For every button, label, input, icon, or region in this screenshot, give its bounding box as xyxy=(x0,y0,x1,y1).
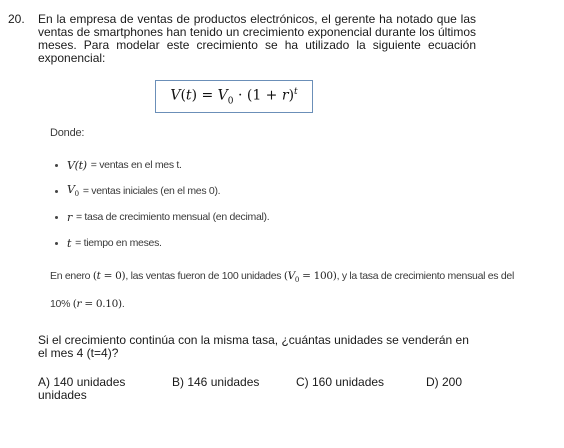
option-b[interactable]: B) 146 unidades xyxy=(172,375,260,389)
definition-item xyxy=(55,230,269,256)
context-text: , las ventas fueron de 100 unidades xyxy=(125,270,282,282)
context-text: 10% xyxy=(50,298,71,311)
definition-item xyxy=(55,178,269,204)
context-text: En enero xyxy=(50,270,91,282)
definitions-list xyxy=(55,152,269,256)
question-intro: En la empresa de ventas de productos electrónicos, el gerente ha notado que las ventas de smartphones han tenido un crecimiento exponencial durante los últimos meses. Para modelar este crecimiento se ha utilizado la siguiente ecuación exponencial: xyxy=(38,12,476,65)
option-d[interactable]: D) 200 xyxy=(426,375,463,389)
formula-box xyxy=(155,80,313,113)
context-math-v0: $(V_0 = 100)$ xyxy=(283,270,337,285)
donde-label: Donde: xyxy=(50,127,85,139)
option-c[interactable]: C) 160 unidades xyxy=(296,375,385,389)
question-number: 20. xyxy=(8,12,25,26)
formula: $V(t) = V_0 \cdot (1 + r)^t$ xyxy=(170,86,298,107)
context-text: . xyxy=(121,298,125,311)
definition-text: = ventas en el mes t. xyxy=(90,159,182,171)
symbol-v0: $V_0$ xyxy=(67,183,79,199)
definition-text: = ventas iniciales (en el mes 0). xyxy=(82,185,221,197)
symbol-v-t: V(t) xyxy=(67,158,87,172)
symbol-r: r xyxy=(67,210,72,224)
bullet-icon xyxy=(55,164,58,167)
option-a[interactable]: A) 140 unidades unidades xyxy=(38,375,126,402)
definition-item xyxy=(55,152,269,178)
context-paragraph xyxy=(50,264,520,316)
context-text: , y la tasa de crecimiento mensual es del xyxy=(336,270,514,282)
context-math-t0: (t = 0) xyxy=(92,270,126,282)
bullet-icon xyxy=(55,190,58,193)
definition-text: = tasa de crecimiento mensual (en decimal). xyxy=(75,211,270,223)
symbol-t: t xyxy=(67,236,72,250)
definition-text: = tiempo en meses. xyxy=(75,237,162,249)
context-math-r: (r = 0.10) xyxy=(72,298,122,311)
bullet-icon xyxy=(55,216,58,219)
question-prompt: Si el crecimiento continúa con la misma tasa, ¿cuántas unidades se venderán en el mes 4 (t=4)? xyxy=(38,333,469,360)
definition-item xyxy=(55,204,269,230)
bullet-icon xyxy=(55,242,58,245)
